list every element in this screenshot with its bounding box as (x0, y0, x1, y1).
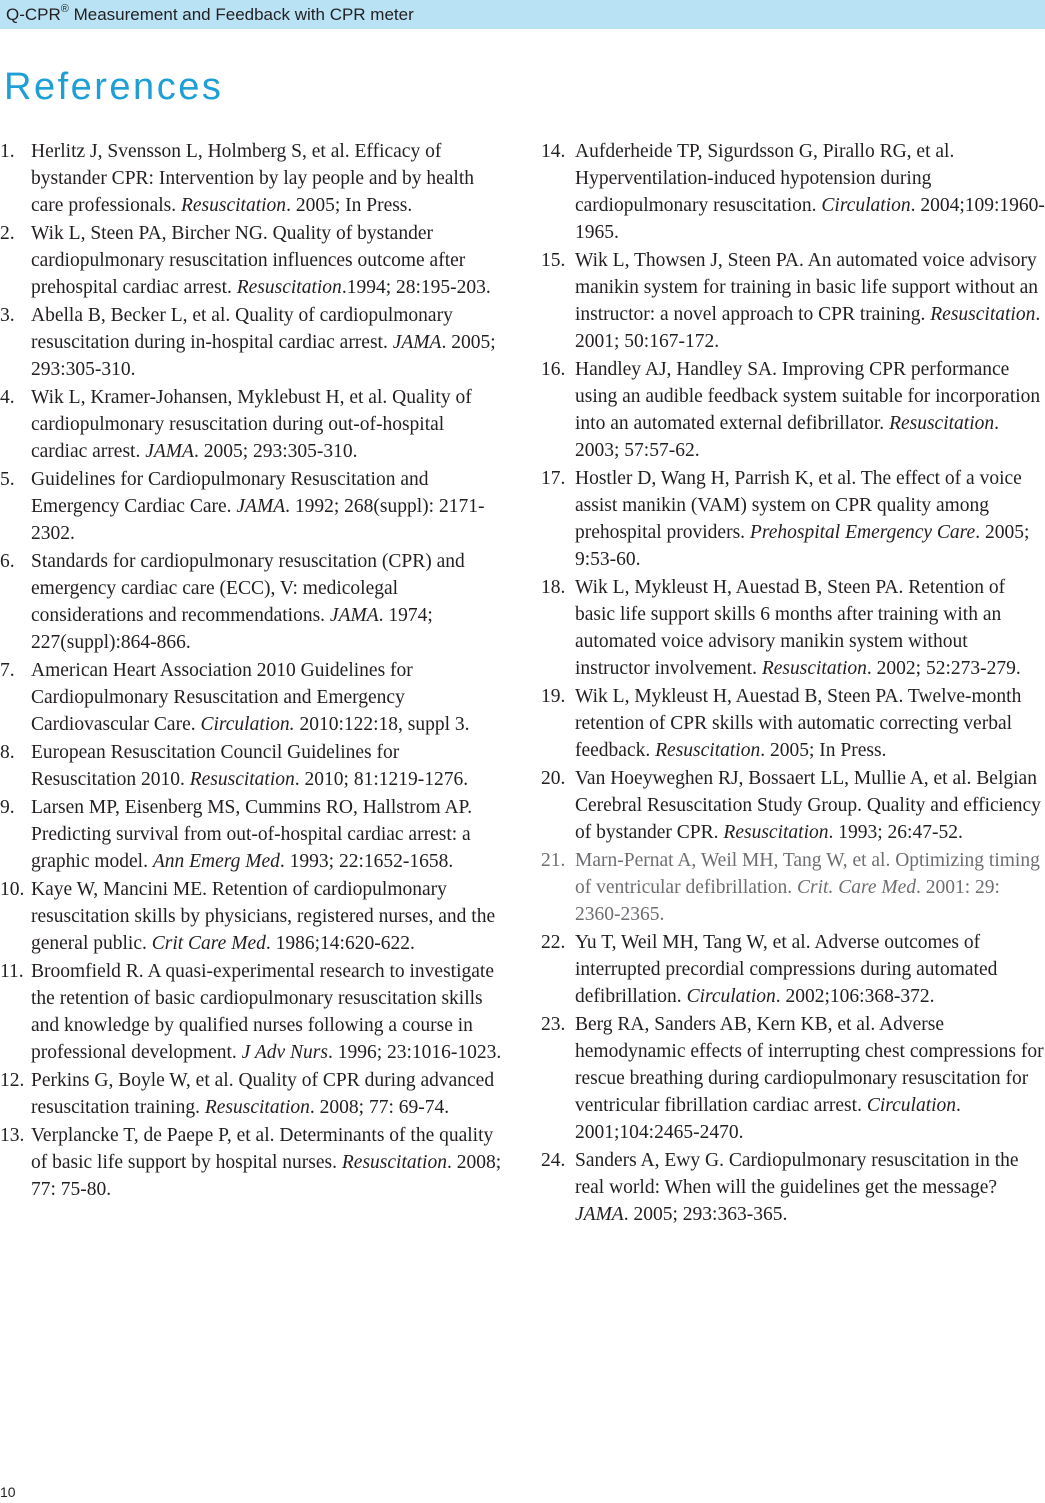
reference-text: Kaye W, Mancini ME. Retention of cardiopulmonary resuscitation skills by physicians, registered nurses, and the general public. (31, 879, 496, 954)
reference-journal: Resuscitation (189, 769, 295, 790)
reference-number: 10. (0, 879, 25, 900)
reference-number: 11. (0, 961, 24, 982)
reference-item (0, 466, 505, 547)
reference-journal: JAMA (329, 605, 379, 626)
reference-journal: Crit. Care Med (797, 877, 916, 898)
reference-item (0, 958, 505, 1066)
reference-journal: Resuscitation (341, 1152, 447, 1173)
reference-number: 21. (541, 850, 566, 871)
reference-item (0, 302, 505, 383)
reference-journal: Circulation (821, 195, 911, 216)
reference-number: 13. (0, 1125, 25, 1146)
reference-journal: J Adv Nurs (241, 1042, 328, 1063)
reference-text: Wik L, Steen PA, Bircher NG. Quality of bystander cardiopulmonary resuscitation influences outcome after prehospital cardiac arrest. (31, 223, 466, 298)
reference-citation: . 2005; 293:305-310. (31, 332, 496, 380)
references-list-left (0, 138, 505, 1204)
reference-item (0, 1067, 505, 1121)
reference-item (541, 847, 1045, 928)
reference-citation: . 2005; In Press. (286, 195, 413, 216)
reference-journal: Prehospital Emergency Care (749, 522, 976, 543)
reference-item (541, 356, 1045, 464)
reference-journal: Resuscitation (723, 822, 829, 843)
reference-text: Wik L, Thowsen J, Steen PA. An automated voice advisory manikin system for training in basic life support without an instructor: a novel approach to CPR training. (575, 250, 1039, 325)
reference-text: European Resuscitation Council Guidelines for Resuscitation 2010. (31, 742, 400, 790)
reference-item (0, 384, 505, 465)
reference-text: Marn-Pernat A, Weil MH, Tang W, et al. Optimizing timing of ventricular defibrillation. (575, 850, 1040, 898)
reference-journal: Circulation. (200, 714, 295, 735)
reference-citation: 2010:122:18, suppl 3. (294, 714, 470, 735)
reference-citation: . 2008; 77: 75-80. (31, 1152, 502, 1200)
reference-citation: . 2002;106:368-372. (775, 986, 935, 1007)
reference-item (541, 1011, 1045, 1146)
reference-item (541, 1147, 1045, 1228)
reference-journal: Resuscitation (761, 658, 867, 679)
reference-citation: . 2005; 293:305-310. (193, 441, 358, 462)
reference-citation: . 2008; 77: 69-74. (309, 1097, 450, 1118)
reference-journal: JAMA (145, 441, 194, 462)
reference-citation: . 2004;109:1960-1965. (575, 195, 1045, 243)
header-title-post: Measurement and Feedback with CPR meter (68, 5, 414, 24)
reference-number: 22. (541, 932, 566, 953)
reference-text: Aufderheide TP, Sigurdsson G, Pirallo RG, et al. Hyperventilation-induced hypotension during cardiopulmonary resuscitation. (575, 141, 955, 216)
reference-citation: . 2001;104:2465-2470. (575, 1095, 961, 1143)
reference-number: 5. (0, 469, 15, 490)
references-list-right (541, 138, 1045, 1229)
reference-number: 20. (541, 768, 566, 789)
reference-number: 23. (541, 1014, 566, 1035)
reference-journal: Resuscitation (236, 277, 342, 298)
reference-item (0, 548, 505, 656)
reference-number: 7. (0, 660, 15, 681)
reference-text: Hostler D, Wang H, Parrish K, et al. The effect of a voice assist manikin (VAM) system on CPR quality among prehospital providers. (575, 468, 1022, 543)
reference-text: Wik L, Kramer-Johansen, Myklebust H, et al. Quality of cardiopulmonary resuscitation during out-of-hospital cardiac arrest. (31, 387, 472, 462)
reference-item (541, 138, 1045, 246)
reference-item (0, 794, 505, 875)
reference-citation: . 1992; 268(suppl): 2171-2302. (31, 496, 485, 544)
reference-journal: Resuscitation (889, 413, 995, 434)
page-title: References (4, 66, 224, 108)
reference-journal: Resuscitation (204, 1097, 310, 1118)
reference-text: Handley AJ, Handley SA. Improving CPR performance using an audible feedback system suitable for incorporation into an automated external defibrillator. (575, 359, 1041, 434)
reference-text: Herlitz J, Svensson L, Holmberg S, et al. Efficacy of bystander CPR: Intervention by lay people and by health care professionals. (31, 141, 474, 216)
reference-text: Wik L, Mykleust H, Auestad B, Steen PA. Twelve-month retention of CPR skills with automatic correcting verbal feedback. (575, 686, 1022, 761)
reference-citation: . 2005; 9:53-60. (575, 522, 1030, 570)
reference-text: Berg RA, Sanders AB, Kern KB, et al. Adverse hemodynamic effects of interrupting chest compressions for rescue breathing during cardiopulmonary resuscitation for ventricular fibrillation cardiac arrest. (575, 1014, 1044, 1116)
reference-item (0, 739, 505, 793)
reference-text: Perkins G, Boyle W, et al. Quality of CPR during advanced resuscitation training. (31, 1070, 495, 1118)
reference-item (0, 220, 505, 301)
reference-number: 4. (0, 387, 15, 408)
reference-number: 3. (0, 305, 15, 326)
reference-text: Verplancke T, de Paepe P, et al. Determinants of the quality of basic life support by hospital nurses. (31, 1125, 494, 1173)
reference-text: American Heart Association 2010 Guidelines for Cardiopulmonary Resuscitation and Emergency Cardiovascular Care. (31, 660, 413, 735)
reference-citation: . 1986;14:620-622. (265, 933, 415, 954)
reference-text: Larsen MP, Eisenberg MS, Cummins RO, Hallstrom AP. Predicting survival from out-of-hospital cardiac arrest: a graphic model. (31, 797, 473, 872)
reference-journal: Circulation (686, 986, 776, 1007)
reference-citation: . 1974; 227(suppl):864-866. (31, 605, 433, 653)
reference-citation: .1994; 28:195-203. (341, 277, 491, 298)
reference-number: 6. (0, 551, 15, 572)
reference-number: 12. (0, 1070, 25, 1091)
reference-item (0, 1122, 505, 1203)
reference-citation: . 1993; 26:47-52. (828, 822, 963, 843)
reference-journal: JAMA (392, 332, 442, 353)
reference-number: 14. (541, 141, 566, 162)
reference-journal: Crit Care Med (151, 933, 266, 954)
header-title-pre: Q-CPR (6, 5, 61, 24)
reference-item (0, 138, 505, 219)
reference-citation: . 2005; In Press. (760, 740, 887, 761)
reference-journal: Resuscitation (930, 304, 1036, 325)
reference-journal: Ann Emerg Med (152, 851, 280, 872)
reference-text: Van Hoeyweghen RJ, Bossaert LL, Mullie A, et al. Belgian Cerebral Resuscitation Study Group. Quality and efficiency of bystander CPR. (575, 768, 1041, 843)
page-number: 10 (0, 1484, 16, 1500)
reference-citation: . 2010; 81:1219-1276. (294, 769, 469, 790)
reference-text: Yu T, Weil MH, Tang W, et al. Adverse outcomes of interrupted precordial compressions during automated defibrillation. (575, 932, 998, 1007)
reference-text: Guidelines for Cardiopulmonary Resuscitation and Emergency Cardiac Care. (31, 469, 429, 517)
reference-text: Sanders A, Ewy G. Cardiopulmonary resuscitation in the real world: When will the guidelines get the message? (575, 1150, 1019, 1198)
reference-journal: Circulation (866, 1095, 957, 1116)
registered-mark: ® (60, 3, 69, 15)
reference-journal: Resuscitation (655, 740, 761, 761)
reference-item (541, 465, 1045, 573)
reference-text: Standards for cardiopulmonary resuscitation (CPR) and emergency cardiac care (ECC), V: medicolegal considerations and recommendations. (31, 551, 465, 626)
reference-citation: . 1993; 22:1652-1658. (279, 851, 454, 872)
reference-number: 18. (541, 577, 566, 598)
reference-journal: JAMA (236, 496, 286, 517)
reference-number: 15. (541, 250, 566, 271)
reference-citation: . 2001; 50:167-172. (575, 304, 1041, 352)
reference-item (541, 765, 1045, 846)
reference-journal: JAMA (575, 1204, 624, 1225)
reference-item (541, 247, 1045, 355)
running-header (0, 0, 1045, 29)
reference-text: Wik L, Mykleust H, Auestad B, Steen PA. Retention of basic life support skills 6 months after training with an automated voice advisory manikin system without instructor involvement. (575, 577, 1006, 679)
reference-number: 19. (541, 686, 566, 707)
reference-item (541, 683, 1045, 764)
reference-text: Abella B, Becker L, et al. Quality of cardiopulmonary resuscitation during in-hospital cardiac arrest. (31, 305, 453, 353)
reference-citation: . 1996; 23:1016-1023. (327, 1042, 502, 1063)
reference-citation: . 2002; 52:273-279. (866, 658, 1021, 679)
reference-item (541, 929, 1045, 1010)
reference-item (541, 574, 1045, 682)
reference-journal: Resuscitation (180, 195, 287, 216)
reference-number: 9. (0, 797, 15, 818)
reference-number: 17. (541, 468, 566, 489)
reference-item (0, 876, 505, 957)
reference-number: 8. (0, 742, 15, 763)
reference-number: 2. (0, 223, 15, 244)
reference-citation: . 2003; 57:57-62. (575, 413, 1000, 461)
reference-citation: . 2005; 293:363-365. (623, 1204, 788, 1225)
reference-text: Broomfield R. A quasi-experimental research to investigate the retention of basic cardiopulmonary resuscitation skills and knowledge by qualified nurses following a course in professional development. (31, 961, 494, 1063)
reference-number: 24. (541, 1150, 566, 1171)
reference-citation: . 2001: 29: 2360-2365. (575, 877, 1000, 925)
reference-number: 16. (541, 359, 566, 380)
reference-number: 1. (0, 141, 15, 162)
reference-item (0, 657, 505, 738)
